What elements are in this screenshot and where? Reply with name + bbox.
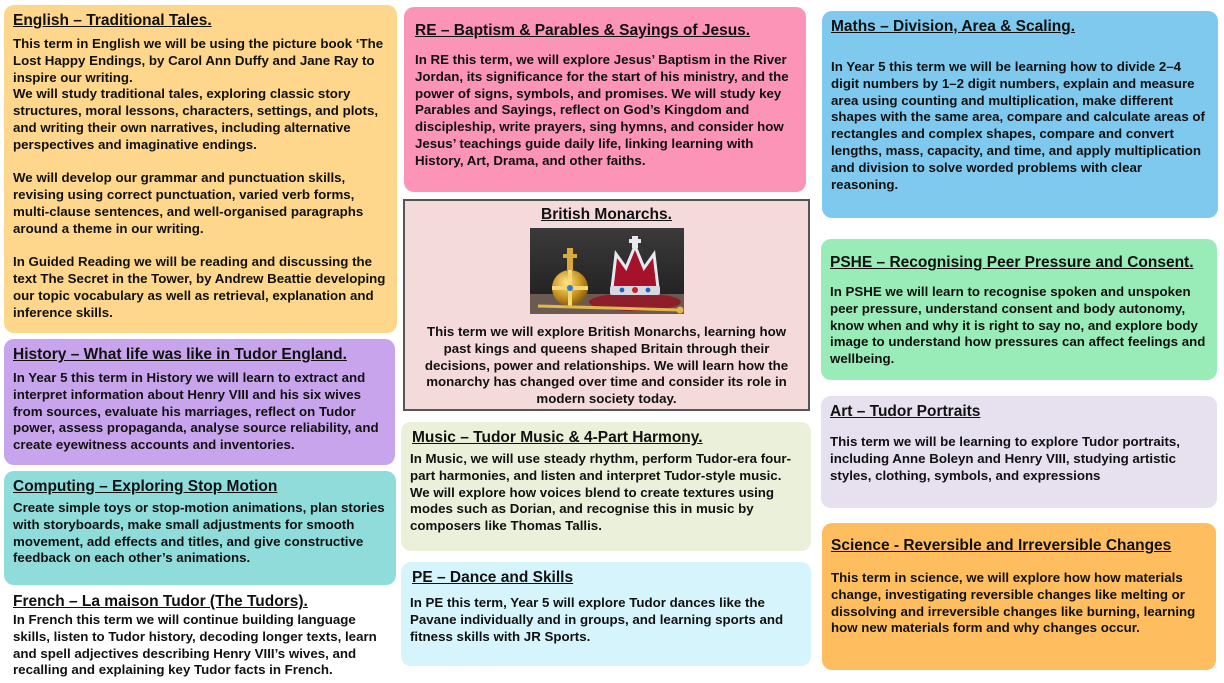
pe-panel [401,562,811,666]
english-title: English – Traditional Tales. [13,12,212,29]
british-monarchs-panel [403,199,810,411]
science-title: Science - Reversible and Irreversible Changes [831,537,1172,554]
pe-title: PE – Dance and Skills [412,569,574,586]
music-body: In Music, we will use steady rhythm, perform Tudor-era four-part harmonies, and listen and interpret Tudor-style music. We will explore how voices blend to create textures using modes such as Dorian, and recognise this in music by composers like Thomas Tallis. [410,451,791,534]
english-body: This term in English we will be using the picture book ‘The Lost Happy Endings, by Carol Ann Duffy and Jane Ray to inspire our writing. We will study traditional tales, exploring classic story structures, moral lessons, characters, settings, and plots, and writing their own narratives, including alternative perspectives and imaginative endings. We will develop our grammar and punctuation skills, revising using correct punctuation, varied verb forms, multi-clause sentences, and well-organised paragraphs around a theme in our writing. In Guided Reading we will be reading and discussing the text The Secret in the Tower, by Andrew Beattie developing our topic vocabulary as well as retrieval, explanation and inference skills. [13,36,386,320]
french-panel [4,590,396,682]
computing-body: Create simple toys or stop-motion animations, plan stories with storyboards, make small adjustments for smooth movement, add effects and titles, and give constructive feedback on each other’s animations. [13,500,385,566]
monarchs-body: This term we will explore British Monarchs, learning how past kings and queens shaped Britain through their decisions, power and relationships. We will learn how the monarchy has changed over time and consider its role in modern society today. [424,324,789,407]
monarchs-title: British Monarchs. [541,206,672,223]
english-panel [4,5,397,333]
pe-body: In PE this term, Year 5 will explore Tudor dances like the Pavane individually and in groups, and learning sports and fitness skills with JR Sports. [410,595,784,644]
maths-title: Maths – Division, Area & Scaling. [831,18,1076,35]
music-title: Music – Tudor Music & 4-Part Harmony. [412,429,703,446]
history-panel [4,339,395,465]
re-panel [404,7,806,192]
re-body: In RE this term, we will explore Jesus’ Baptism in the River Jordan, its significance for the start of his ministry, and the power of signs, symbols, and promises. We will study key Parables and Sayings, reflect on God’s Kingdom and discipleship, write prayers, sing hymns, and consider how Jesus’ teachings guide daily life, linking learning with History, Art, Drama, and other faiths. [415,52,789,168]
science-panel [822,523,1216,670]
pshe-panel [821,239,1217,380]
science-body: This term in science, we will explore how how materials change, investigating reversible changes like melting or dissolving and irreversible changes like burning, learning how new materials form and why changes occur. [831,570,1196,636]
french-title: French – La maison Tudor (The Tudors). [13,593,308,610]
computing-title: Computing – Exploring Stop Motion [13,478,278,495]
maths-panel [822,11,1218,218]
re-title: RE – Baptism & Parables & Sayings of Jesus. [415,22,751,39]
french-body: In French this term we will continue building language skills, listen to Tudor history, decoding longer texts, learn and spell adjectives describing Henry VIII’s wives, and recalling and explaining key Tudor facts in French. [13,612,377,678]
music-panel [401,422,811,551]
history-body: In Year 5 this term in History we will learn to extract and interpret information about Henry VIII and his six wives from sources, evaluate his marriages, reflect on Tudor power, assess propaganda, analyse source reliability, and create eyewitness accounts and inventories. [13,370,379,453]
history-title: History – What life was like in Tudor England. [13,346,347,363]
pshe-title: PSHE – Recognising Peer Pressure and Consent. [830,254,1194,271]
art-title: Art – Tudor Portraits [830,403,981,420]
crown-jewels-image [530,228,684,314]
pshe-body: In PSHE we will learn to recognise spoken and unspoken peer pressure, understand consent and body autonomy, know when and why it is right to say no, and explore body image to understand how pressures can affect feelings and wellbeing. [830,284,1206,367]
art-panel [821,396,1217,508]
maths-body: In Year 5 this term we will be learning how to divide 2–4 digit numbers by 1–2 digit numbers, explain and measure area using counting and multiplication, make different shapes with the same area, compare and calculate areas of rectangles and complex shapes, compare and convert lengths, mass, capacity, and time, and apply multiplication and division to solve worded problems with clear reasoning. [831,59,1205,192]
art-body: This term we will be learning to explore Tudor portraits, including Anne Boleyn and Henry VIII, studying artistic styles, clothing, symbols, and expressions [830,434,1180,483]
computing-panel [4,471,396,585]
